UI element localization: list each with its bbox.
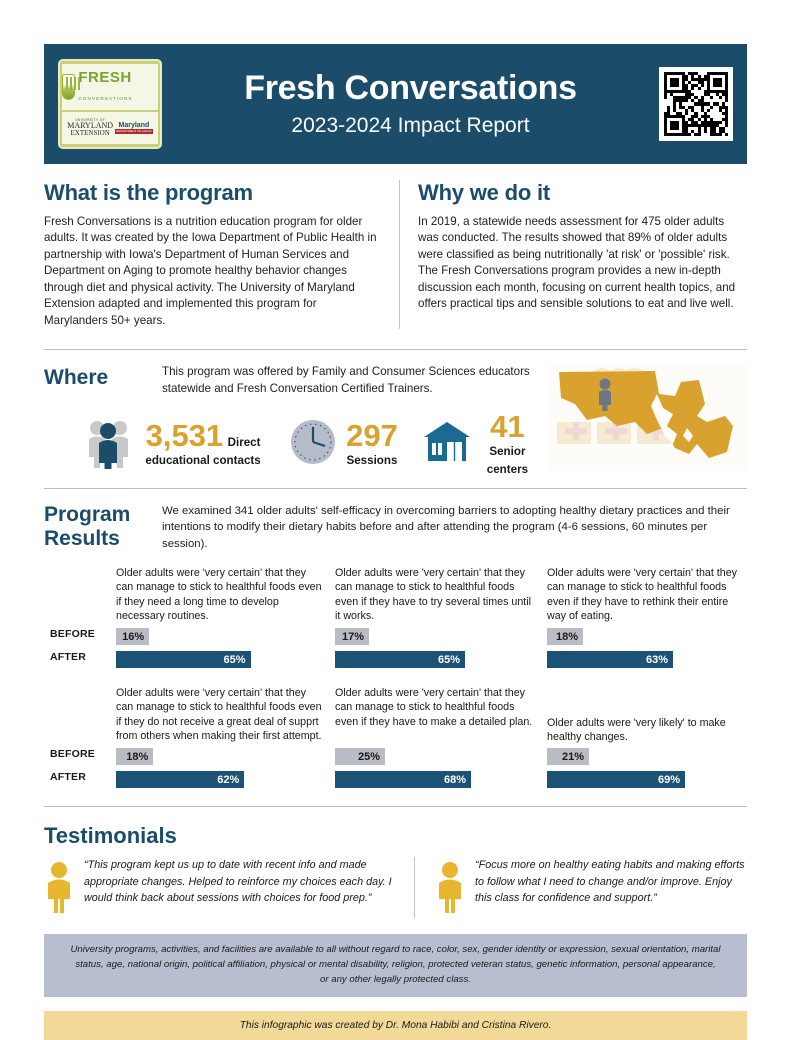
divider-after-where xyxy=(44,488,747,489)
section-heading-program: What is the program xyxy=(44,180,253,205)
stat-label-sessions: Sessions xyxy=(346,453,398,467)
maryland-aging-logo: Maryland DEPARTMENT OF AGING xyxy=(116,121,152,133)
bar-group xyxy=(547,628,747,668)
bar-group xyxy=(116,628,323,668)
building-icon xyxy=(420,417,474,472)
bar-after: 63% xyxy=(547,651,673,668)
axis-label-before: BEFORE xyxy=(50,748,95,761)
what-is-the-program-section xyxy=(44,180,399,329)
stat-sessions xyxy=(288,417,402,472)
bar-after: 65% xyxy=(335,651,465,668)
why-we-do-it-section xyxy=(399,180,747,329)
header-banner xyxy=(44,44,747,164)
chart-cell-r1-c1 xyxy=(116,566,335,668)
chart-statement-label: Older adults were 'very likely' to make healthy changes. xyxy=(547,717,726,744)
people-icon xyxy=(86,415,132,474)
testimonial-quote-1: “This program kept us up to date with recent info and made appropriate changes. Helped to reinforce my choices each day. I would think back about sessions with choices for food prep.” xyxy=(84,859,392,904)
chart-axis-labels xyxy=(44,566,116,668)
section-heading-results xyxy=(44,503,162,553)
logo-brand-block xyxy=(62,64,158,110)
chart-cell-r2-c1 xyxy=(116,686,335,788)
bar-before: 18% xyxy=(116,748,153,765)
chart-row-2 xyxy=(44,686,747,788)
results-heading-line1: Program xyxy=(44,502,131,526)
qr-code-icon[interactable] xyxy=(659,67,733,141)
chart-statement-label: Older adults were 'very certain' that they can manage to stick to healthful foods even if they have to try several times until it works. xyxy=(335,567,532,622)
axis-label-before: BEFORE xyxy=(50,628,95,641)
maryland-map-image xyxy=(547,364,747,470)
chart-cell-r2-c2 xyxy=(335,686,547,788)
disclaimer-banner: University programs, activities, and facilities are available to all without regard to race, color, sex, gender identity or expression, sexual orientation, marital status, age, national origin, political affiliation, physical or mental disability, religion, protected veteran status, genetic information, personal appearance, or any other legally protected class. xyxy=(44,934,747,997)
chart-cell-r2-c3 xyxy=(547,686,747,788)
stat-value-direct-contacts: 3,531 xyxy=(145,417,224,453)
stat-text-sessions xyxy=(342,417,402,469)
bar-before: 25% xyxy=(335,748,385,765)
person-icon xyxy=(44,861,74,918)
bar-after: 68% xyxy=(335,771,471,788)
wheat-fan-icon xyxy=(62,74,75,100)
chart-statement-label: Older adults were 'very certain' that they can manage to stick to healthful foods even if they have to make a detailed plan. xyxy=(335,687,533,728)
divider-after-results xyxy=(44,806,747,807)
chart-statement-label: Older adults were 'very certain' that they can manage to stick to healthful foods even if they do not receive a great deal of supprt from others when making their first attempt. xyxy=(116,687,322,742)
stat-value-senior-centers: 41 xyxy=(490,408,525,444)
bar-after: 65% xyxy=(116,651,251,668)
bar-group xyxy=(116,748,323,788)
qr-code-grid xyxy=(664,72,728,136)
bar-after: 69% xyxy=(547,771,685,788)
stat-label-direct-contacts: Direct educational contacts xyxy=(145,435,261,467)
stat-text-senior-centers xyxy=(478,408,537,478)
chart-cell-r1-c3 xyxy=(547,566,747,668)
where-content xyxy=(44,364,537,478)
results-charts xyxy=(44,566,747,788)
stat-text-direct-contacts xyxy=(136,417,270,469)
credit-banner: This infographic was created by Dr. Mona Habibi and Cristina Rivero. xyxy=(44,1011,747,1040)
results-heading-line2: Results xyxy=(44,526,120,550)
chart-cell-r1-c2 xyxy=(335,566,547,668)
bar-after: 62% xyxy=(116,771,244,788)
stat-value-sessions: 297 xyxy=(346,417,398,453)
bar-before: 21% xyxy=(547,748,589,765)
chart-statement-label: Older adults were 'very certain' that they can manage to stick to healthful foods even if they have to rethink their entire way of eating. xyxy=(547,567,738,622)
where-stats-row xyxy=(44,408,537,478)
logo-brand-text: FRESH CONVERSATIONS xyxy=(78,68,133,101)
page-title: Fresh Conversations xyxy=(244,68,577,107)
testimonial-item-2 xyxy=(414,857,747,918)
section-heading-testimonials: Testimonials xyxy=(44,823,177,849)
chart-axis-labels xyxy=(44,686,116,788)
stat-senior-centers xyxy=(420,408,537,478)
section-heading-why: Why we do it xyxy=(418,180,551,205)
page-subtitle: 2023-2024 Impact Report xyxy=(291,114,530,138)
chart-row-1 xyxy=(44,566,747,668)
header-title-group xyxy=(162,70,659,138)
stat-label-senior-centers: Senior centers xyxy=(486,444,529,476)
testimonial-item-1 xyxy=(44,857,414,918)
bar-before: 17% xyxy=(335,628,369,645)
divider-after-intro xyxy=(44,349,747,350)
logo-partners-block xyxy=(62,112,158,144)
where-header-row xyxy=(44,364,537,398)
bar-group xyxy=(547,748,747,788)
program-body-text: Fresh Conversations is a nutrition education program for older adults. It was created by the Iowa Department of Public Health in partnership with Iowa's Department of Human Services and Department on Aging to promote healthy behavior changes through diet and physical activity. The University of Maryland Extension adapted and implemented this program for Marylanders 50+ years. xyxy=(44,215,377,327)
axis-label-after: AFTER xyxy=(50,771,86,784)
testimonial-quote-2: “Focus more on healthy eating habits and making efforts to follow what I need to change and/or improve. Enjoy this class for confidence and support.” xyxy=(475,859,745,904)
program-results-section xyxy=(44,503,747,553)
person-icon xyxy=(435,861,465,918)
umd-extension-logo: UNIVERSITY OF MARYLAND EXTENSION xyxy=(67,117,114,137)
axis-label-after: AFTER xyxy=(50,651,86,664)
where-description: This program was offered by Family and Consumer Sciences educators statewide and Fresh Conversation Certified Trainers. xyxy=(162,365,530,395)
why-body-text: In 2019, a statewide needs assessment for 475 older adults was conducted. The results showed that 89% of older adults were classified as being nutritionally 'at risk' or 'possible' risk. The Fresh Conversations program provides a new in-depth discussion each month, focusing on current health topics, and offers practical tips and sensible solutions to eat and live well. xyxy=(418,215,736,311)
testimonials-row xyxy=(44,857,747,918)
stat-direct-contacts xyxy=(86,415,270,474)
bar-group xyxy=(335,748,535,788)
clock-icon xyxy=(288,417,338,472)
bar-before: 16% xyxy=(116,628,149,645)
fresh-conversations-logo xyxy=(58,59,162,149)
results-description: We examined 341 older adults' self-efficacy in overcoming barriers to adopting healthy dietary practices and their intentions to modify their dietary habits before and after attending the program (4-6 sessions, 60 minutes per session). xyxy=(162,504,730,550)
bar-before: 18% xyxy=(547,628,583,645)
intro-columns xyxy=(44,180,747,339)
chart-statement-label: Older adults were 'very certain' that they can manage to stick to healthful foods even if they need a long time to develop necessary routines. xyxy=(116,567,322,622)
bar-group xyxy=(335,628,535,668)
section-heading-where: Where xyxy=(44,366,109,390)
where-section xyxy=(44,364,747,478)
